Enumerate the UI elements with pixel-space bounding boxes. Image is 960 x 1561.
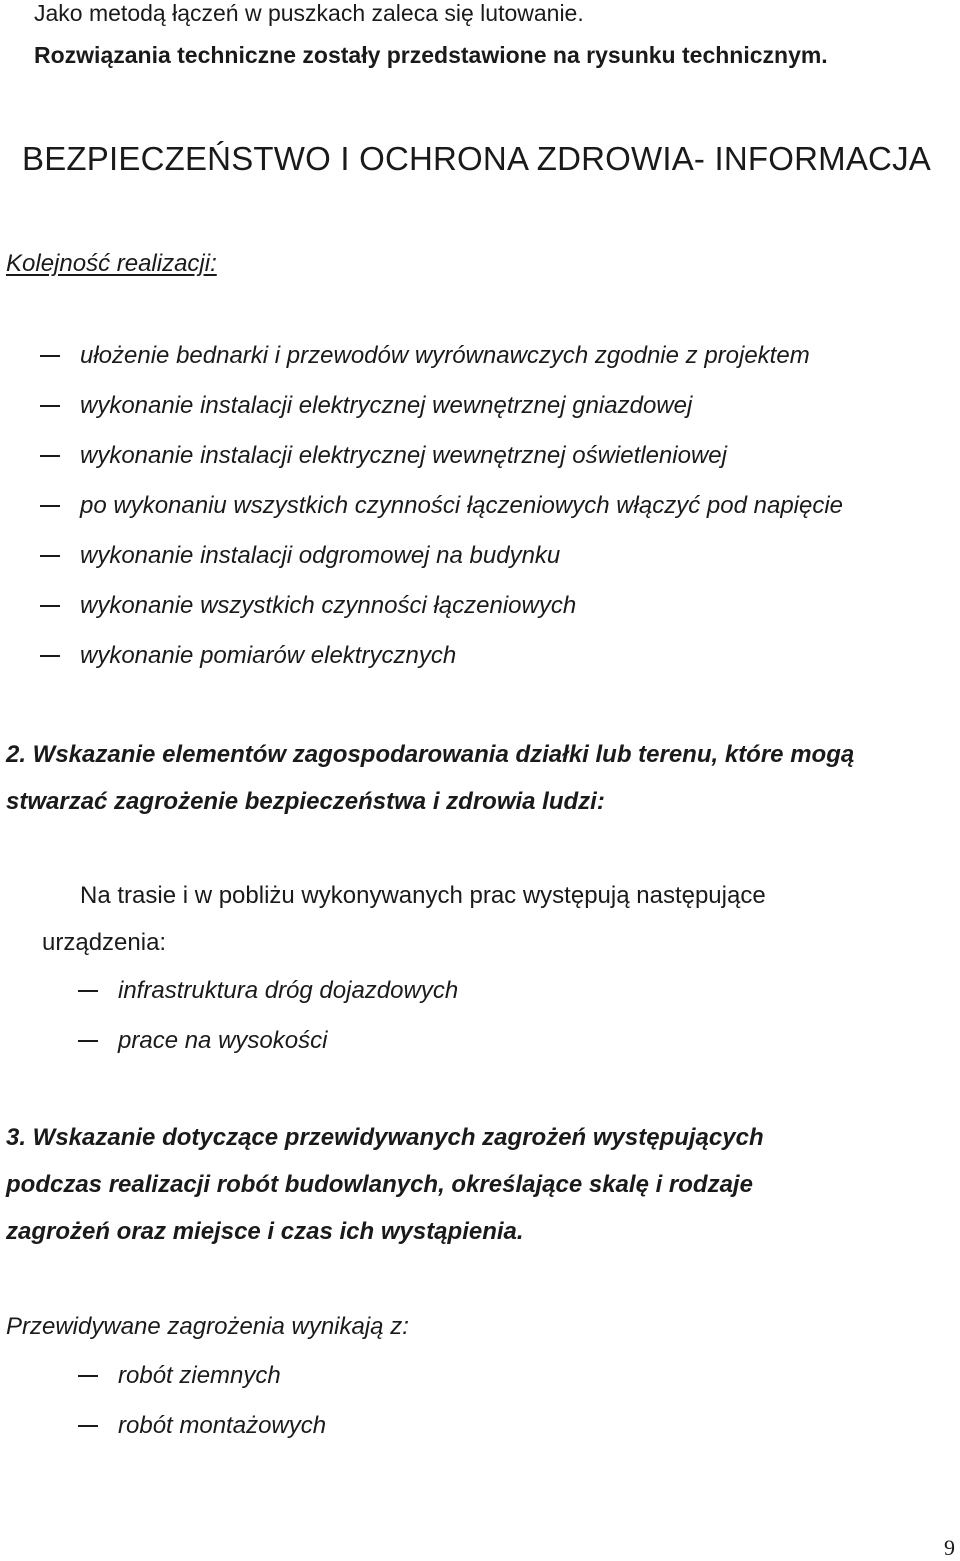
list-item [78,1027,327,1055]
dash-bullet [78,1375,98,1377]
section-2-paragraph-line-1: Na trasie i w pobliżu wykonywanych prac występują następujące [80,882,766,909]
section-2-heading-line-1: 2. Wskazanie elementów zagospodarowania działki lub terenu, które mogą [6,741,855,768]
section-title: BEZPIECZEŃSTWO I OCHRONA ZDROWIA- INFORMACJA [22,140,931,177]
list-item-text: wykonanie pomiarów elektrycznych [80,642,457,669]
list-item [40,592,576,620]
dash-bullet [40,355,60,357]
list-item [40,392,692,420]
list-item-text: wykonanie instalacji elektrycznej wewnętrznej gniazdowej [80,392,693,419]
dash-bullet [78,990,98,992]
list-item-text: infrastruktura dróg dojazdowych [118,977,459,1004]
list-item [40,342,810,370]
section-3-subheading: Przewidywane zagrożenia wynikają z: [6,1313,409,1340]
page-number: 9 [944,1535,955,1560]
section-3-heading-line-1: 3. Wskazanie dotyczące przewidywanych zagrożeń występujących [6,1124,764,1151]
list-item-text: prace na wysokości [118,1027,328,1054]
dash-bullet [40,655,60,657]
dash-bullet [40,605,60,607]
dash-bullet [40,555,60,557]
list-item [40,642,456,670]
section-2-paragraph-line-2: urządzenia: [42,929,167,956]
list-item-text: wykonanie wszystkich czynności łączeniowych [80,592,577,619]
list-item [78,1362,281,1390]
list-item [78,977,458,1005]
section-3-heading-line-3: zagrożeń oraz miejsce i czas ich wystąpienia. [6,1218,524,1245]
dash-bullet [40,405,60,407]
list-item-text: wykonanie instalacji elektrycznej wewnętrznej oświetleniowej [80,442,727,469]
dash-bullet [40,505,60,507]
list-item-text: wykonanie instalacji odgromowej na budynku [80,542,561,569]
dash-bullet [40,455,60,457]
section-2-heading-line-2: stwarzać zagrożenie bezpieczeństwa i zdrowia ludzi: [6,788,605,815]
intro-text-line-2: Rozwiązania techniczne zostały przedstawione na rysunku technicznym. [34,42,828,68]
list-item-text: po wykonaniu wszystkich czynności łączeniowych włączyć pod napięcie [80,492,844,519]
list-item-text: robót ziemnych [118,1362,281,1389]
list-item [78,1412,326,1440]
list-item [40,492,843,520]
dash-bullet [78,1425,98,1427]
order-heading: Kolejność realizacji: [6,250,217,277]
list-item [40,542,560,570]
dash-bullet [78,1040,98,1042]
list-item-text: ułożenie bednarki i przewodów wyrównawczych zgodnie z projektem [80,342,810,369]
intro-text-line-1: Jako metodą łączeń w puszkach zaleca się lutowanie. [34,0,584,26]
section-3-heading-line-2: podczas realizacji robót budowlanych, określające skalę i rodzaje [6,1171,753,1198]
list-item-text: robót montażowych [118,1412,327,1439]
list-item [40,442,727,470]
